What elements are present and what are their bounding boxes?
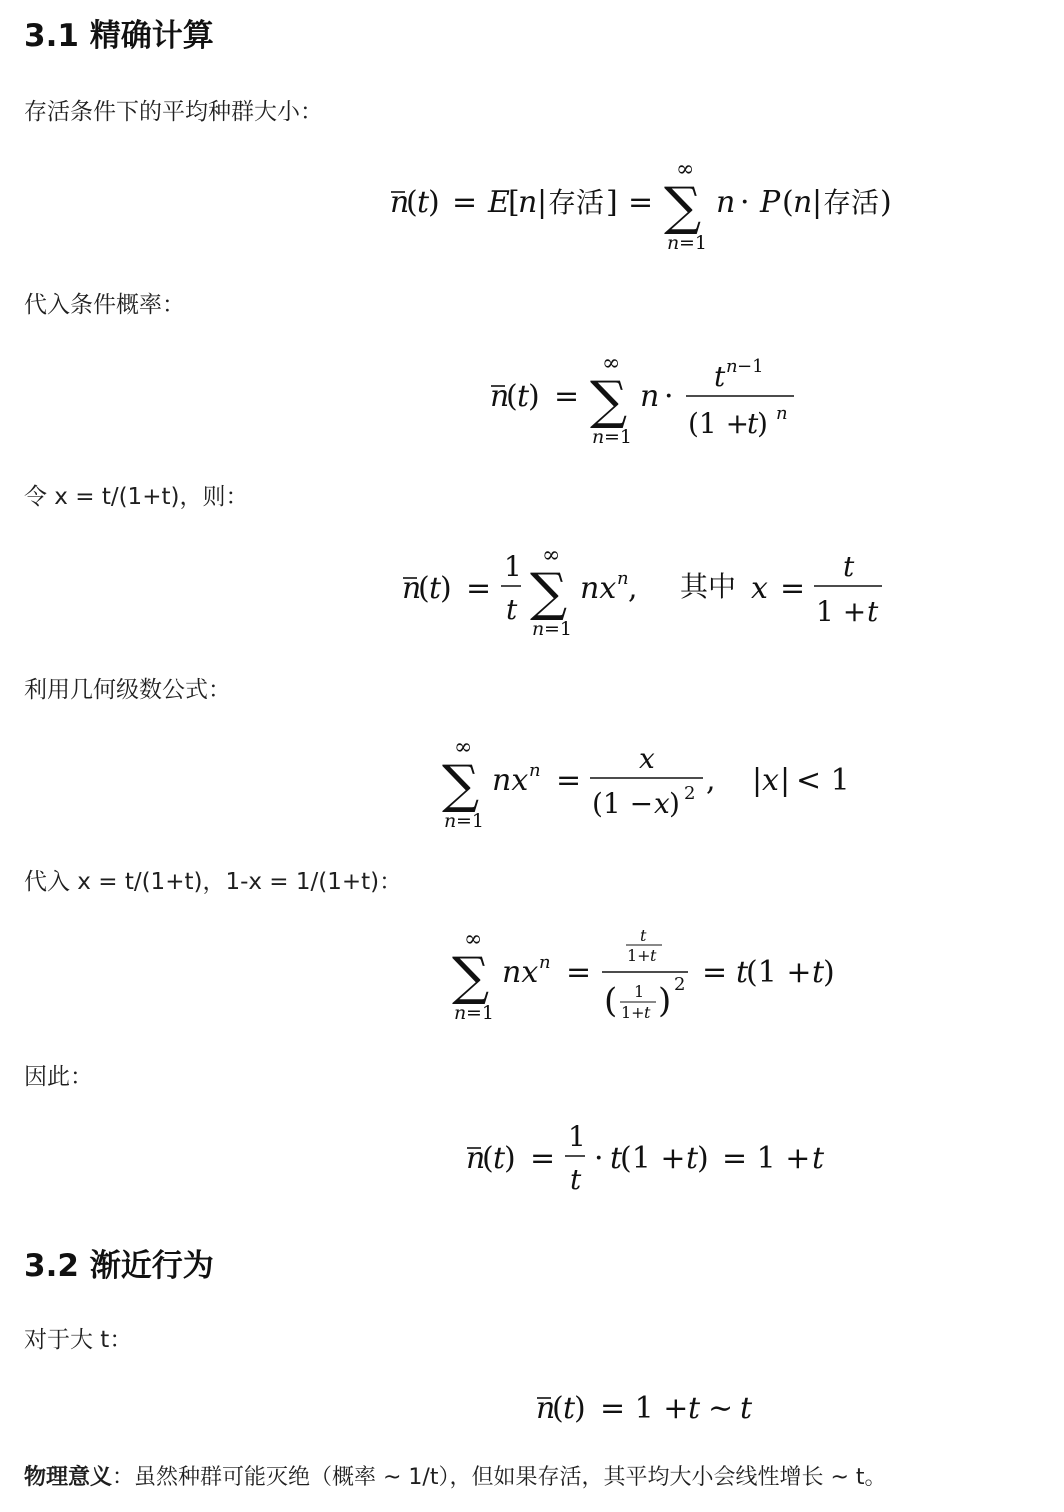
svg-text:t: t <box>417 185 430 220</box>
svg-text:1: 1 <box>504 550 522 583</box>
svg-text:=: = <box>466 571 492 606</box>
svg-text:n: n <box>617 568 629 589</box>
svg-text:n: n <box>402 571 422 606</box>
svg-text:∞: ∞ <box>602 351 621 376</box>
equation-geometric-series <box>0 728 1064 838</box>
svg-text:−1: −1 <box>737 356 764 377</box>
svg-text:n: n <box>716 185 736 220</box>
svg-text:2: 2 <box>684 783 696 804</box>
svg-text:(: ( <box>482 1141 494 1176</box>
svg-text:x: x <box>654 787 670 820</box>
svg-text:< 1: < 1 <box>796 763 850 798</box>
svg-text:n: n <box>793 185 813 220</box>
svg-text:t: t <box>517 379 530 414</box>
paragraph-let-x: 令 x = t/(1+t)，则： <box>24 484 249 510</box>
svg-text:nx: nx <box>492 763 529 798</box>
svg-text:=: = <box>452 185 478 220</box>
svg-text:∑: ∑ <box>452 947 490 1007</box>
svg-text:t: t <box>563 1391 576 1426</box>
svg-text:t: t <box>640 926 647 945</box>
math-text-survive: 存活 <box>548 186 605 219</box>
svg-text:n: n <box>640 379 660 414</box>
svg-text:t: t <box>686 1141 699 1176</box>
svg-text:n: n <box>529 760 541 781</box>
equation-final-result <box>0 1114 1064 1224</box>
svg-text:(1 +: (1 + <box>620 1141 686 1176</box>
svg-text:·: · <box>664 379 674 414</box>
paragraph-geometric-series: 利用几何级数公式： <box>24 677 231 703</box>
svg-text:[: [ <box>508 185 520 220</box>
svg-text:·: · <box>594 1141 604 1176</box>
svg-text:2: 2 <box>674 974 686 995</box>
paragraph-physical-meaning <box>24 1462 887 1494</box>
svg-text:=: = <box>566 955 592 990</box>
svg-text:): ) <box>658 981 672 1021</box>
svg-text:∑: ∑ <box>442 755 480 815</box>
svg-text:∼: ∼ <box>708 1391 734 1426</box>
equation-asymptotic <box>0 1378 1064 1438</box>
svg-text:(: ( <box>506 379 518 414</box>
svg-text:): ) <box>880 185 892 220</box>
svg-text:n: n <box>539 952 551 973</box>
paragraph-substitute-probability: 代入条件概率： <box>24 292 185 318</box>
svg-text:n: n <box>444 810 457 832</box>
svg-text:1+: 1+ <box>627 946 651 965</box>
svg-text:= 1 +: = 1 + <box>722 1141 811 1176</box>
svg-text:∞: ∞ <box>464 927 483 952</box>
svg-text:t: t <box>867 595 879 628</box>
svg-text:t: t <box>843 550 855 583</box>
svg-text:]: ] <box>606 185 618 220</box>
svg-text:t: t <box>493 1141 506 1176</box>
svg-text:=: = <box>780 571 806 606</box>
svg-text:): ) <box>528 379 540 414</box>
svg-text:t: t <box>812 955 825 990</box>
svg-text:t: t <box>650 946 657 965</box>
svg-text:): ) <box>697 1141 709 1176</box>
svg-text:t: t <box>570 1163 582 1196</box>
math-text-survive: 存活 <box>823 186 880 219</box>
svg-text:n: n <box>592 426 605 448</box>
svg-text:n: n <box>454 1002 467 1024</box>
svg-text:∞: ∞ <box>454 735 473 760</box>
svg-text:=: = <box>628 185 654 220</box>
paragraph-large-t: 对于大 t： <box>24 1327 133 1353</box>
svg-text:n: n <box>536 1391 556 1426</box>
svg-text:t: t <box>714 360 726 393</box>
svg-text:t: t <box>747 407 759 440</box>
svg-text:n: n <box>726 356 738 377</box>
paragraph-therefore: 因此： <box>24 1064 93 1090</box>
svg-text:n: n <box>776 403 788 424</box>
svg-text:1: 1 <box>634 982 645 1001</box>
svg-text:x: x <box>639 742 655 775</box>
svg-text:nx: nx <box>580 571 617 606</box>
svg-text:(1 +: (1 + <box>688 407 750 440</box>
section-heading-exact: 3.1 精确计算 <box>24 18 214 54</box>
svg-text:nx: nx <box>502 955 539 990</box>
svg-text:|: | <box>752 763 763 798</box>
svg-text:): ) <box>574 1391 586 1426</box>
svg-text:(: ( <box>604 981 618 1021</box>
svg-text:(: ( <box>406 185 418 220</box>
svg-text:=1: =1 <box>544 618 573 640</box>
svg-text:(: ( <box>418 571 430 606</box>
svg-text:t: t <box>429 571 442 606</box>
svg-text:1+: 1+ <box>621 1003 645 1022</box>
svg-text:): ) <box>428 185 440 220</box>
svg-text:P: P <box>760 185 781 220</box>
svg-text:t: t <box>736 955 749 990</box>
svg-text:|: | <box>780 763 791 798</box>
svg-text:|: | <box>812 185 823 220</box>
math-text-where: 其中 <box>680 570 737 603</box>
svg-text:): ) <box>757 407 768 440</box>
svg-text:∑: ∑ <box>530 563 568 623</box>
equation-x-substitution <box>0 536 1064 646</box>
svg-text:t: t <box>740 1391 753 1426</box>
svg-text:n: n <box>466 1141 486 1176</box>
svg-text:∞: ∞ <box>542 543 561 568</box>
svg-text:t: t <box>610 1141 623 1176</box>
svg-text:n: n <box>532 618 545 640</box>
svg-text:t: t <box>644 1003 651 1022</box>
svg-text:·: · <box>740 185 750 220</box>
svg-text:): ) <box>504 1141 516 1176</box>
paragraph-mean-population: 存活条件下的平均种群大小： <box>24 99 323 125</box>
svg-text:=1: =1 <box>456 810 485 832</box>
svg-text:∞: ∞ <box>676 157 695 182</box>
equation-mean-definition <box>0 150 1064 260</box>
equation-series-form <box>0 344 1064 454</box>
svg-text:): ) <box>440 571 452 606</box>
svg-text:t: t <box>506 593 518 626</box>
svg-text:1 +: 1 + <box>816 595 867 628</box>
svg-text:1: 1 <box>568 1120 586 1153</box>
svg-text:=: = <box>556 763 582 798</box>
svg-text:(: ( <box>552 1391 564 1426</box>
svg-text:=: = <box>530 1141 556 1176</box>
svg-text:∑: ∑ <box>664 177 702 237</box>
section-heading-asymptotic: 3.2 渐近行为 <box>24 1248 214 1284</box>
equation-series-evaluated <box>0 920 1064 1030</box>
svg-text:=1: =1 <box>466 1002 495 1024</box>
svg-text:x: x <box>762 763 779 798</box>
svg-text:t: t <box>688 1391 701 1426</box>
svg-text:,: , <box>706 763 716 798</box>
svg-text:|: | <box>537 185 548 220</box>
svg-text:x: x <box>751 571 768 606</box>
svg-text:,: , <box>628 571 638 606</box>
svg-text:n: n <box>390 185 410 220</box>
svg-text:(1 +: (1 + <box>746 955 812 990</box>
physical-meaning-label: 物理意义 <box>24 1465 113 1490</box>
svg-text:t: t <box>812 1141 825 1176</box>
svg-text:=1: =1 <box>604 426 633 448</box>
svg-text:(1 −: (1 − <box>592 787 654 820</box>
svg-text:n: n <box>490 379 510 414</box>
svg-text:=: = <box>702 955 728 990</box>
svg-text:=: = <box>554 379 580 414</box>
paragraph-substitute-x: 代入 x = t/(1+t)，1-x = 1/(1+t)： <box>24 869 403 895</box>
svg-text:= 1 +: = 1 + <box>600 1391 689 1426</box>
svg-text:n: n <box>518 185 538 220</box>
svg-text:=1: =1 <box>679 232 708 254</box>
physical-meaning-text: ：虽然种群可能灭绝（概率 ~ 1/t），但如果存活，其平均大小会线性增长 ~ t。 <box>112 1465 887 1490</box>
svg-text:): ) <box>823 955 835 990</box>
svg-text:(: ( <box>782 185 794 220</box>
svg-text:): ) <box>669 787 680 820</box>
svg-text:n: n <box>667 232 680 254</box>
svg-text:∑: ∑ <box>590 371 628 431</box>
svg-text:E: E <box>488 185 510 220</box>
